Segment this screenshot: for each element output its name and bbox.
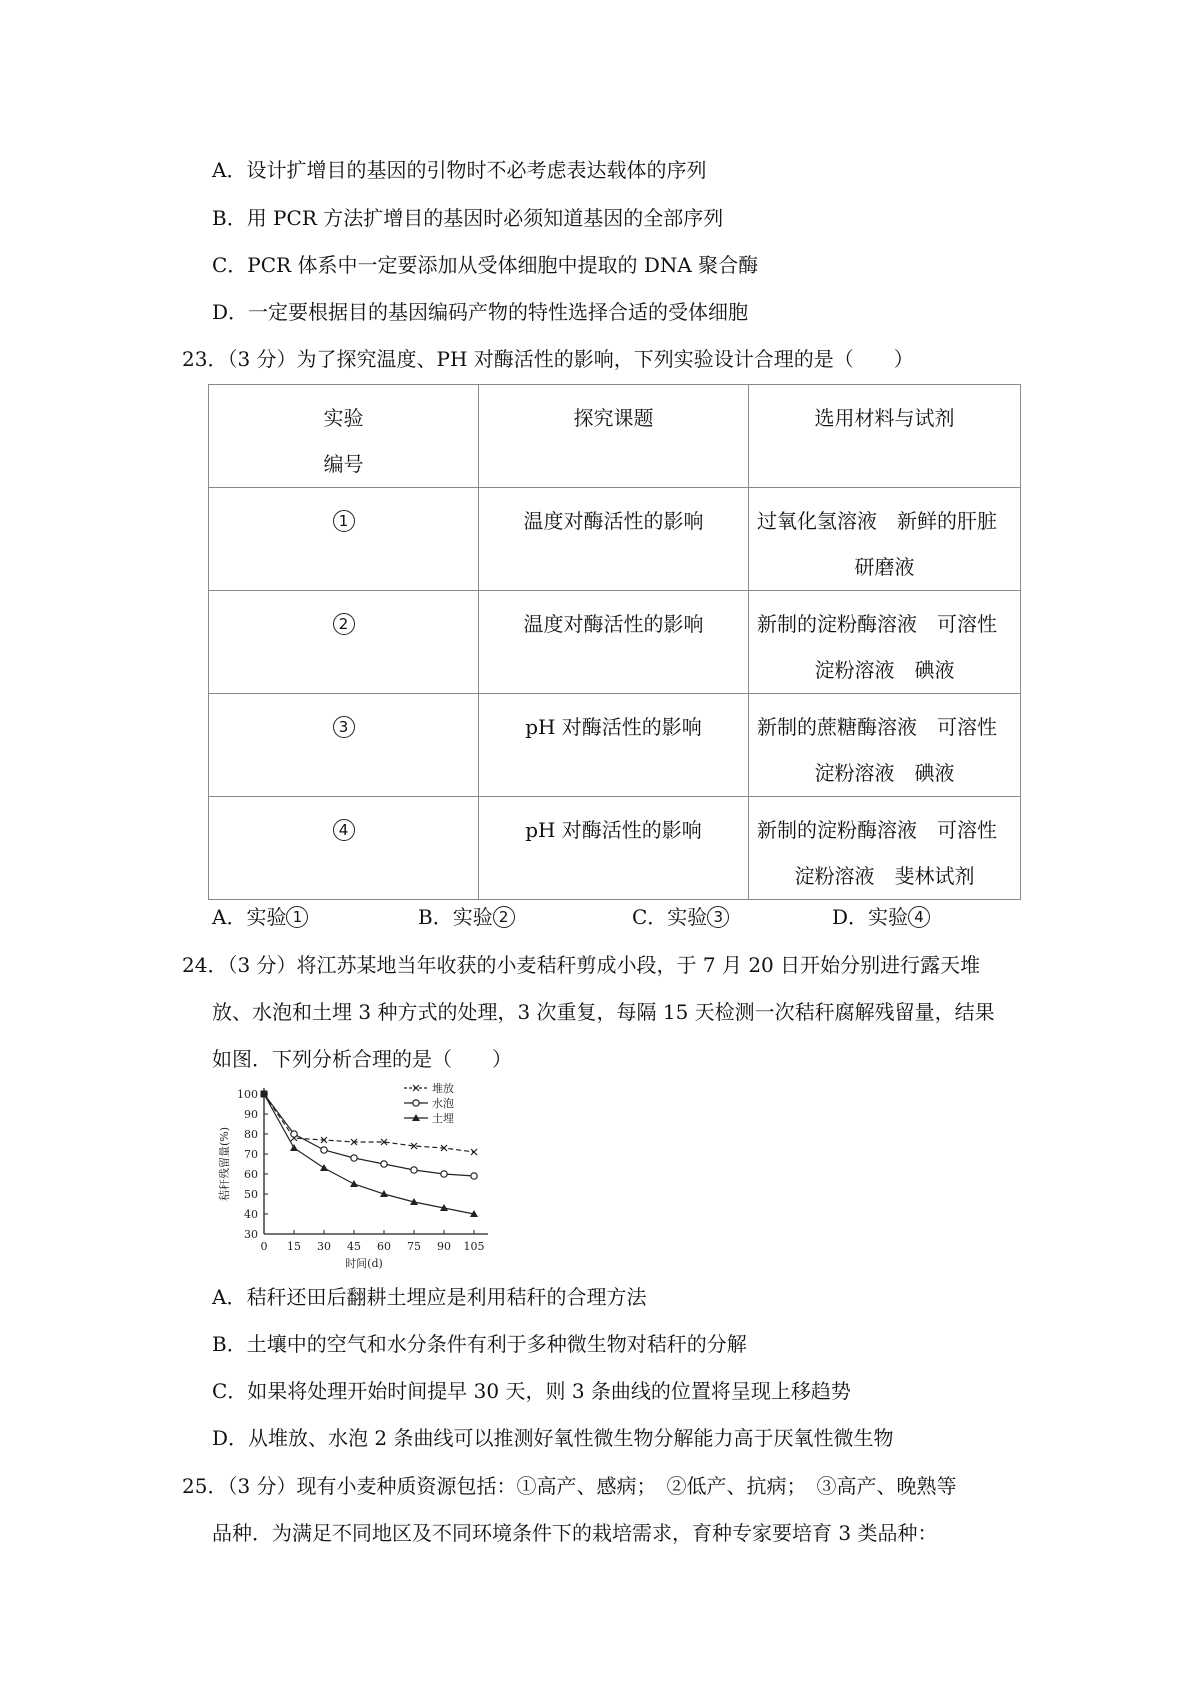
x-tick-label: 30 [317, 1240, 331, 1253]
x-tick-label: 15 [287, 1240, 301, 1253]
q24-option-d: D．从堆放、水泡 2 条曲线可以推测好氧性微生物分解能力高于厌氧性微生物 [212, 1426, 894, 1450]
q24-option-c: C．如果将处理开始时间提早 30 天，则 3 条曲线的位置将呈现上移趋势 [212, 1379, 851, 1403]
x-axis-label: 时间(d) [345, 1257, 383, 1270]
circled-number: 2 [333, 613, 355, 635]
answer-label: B．实验 [418, 905, 493, 929]
circled-number: 2 [493, 906, 515, 928]
marker-triangle [290, 1144, 298, 1151]
x-tick-label: 0 [260, 1240, 268, 1253]
q24-stem-line-3: 如图．下列分析合理的是（ ） [212, 1047, 512, 1071]
materials-line-1: 新制的蔗糖酶溶液 可溶性 [757, 715, 997, 739]
q23-answer-a [212, 903, 308, 931]
q24-option-a: A．秸秆还田后翻耕土埋应是利用秸秆的合理方法 [212, 1285, 647, 1309]
y-tick-label: 80 [244, 1128, 258, 1141]
legend-label: 土埋 [432, 1112, 454, 1125]
table-header-row [209, 385, 1021, 488]
table-row [209, 694, 1021, 797]
marker-x [471, 1149, 477, 1155]
q22-option-b: B．用 PCR 方法扩增目的基因时必须知道基因的全部序列 [212, 206, 724, 230]
header-materials: 选用材料与试剂 [749, 385, 1021, 488]
marker-circle [413, 1100, 419, 1106]
header-line-2: 编号 [323, 452, 364, 476]
table-row [209, 591, 1021, 694]
table-row [209, 797, 1021, 900]
row-materials [749, 488, 1021, 591]
x-tick-label: 105 [463, 1240, 485, 1253]
q24-stem-line-2: 放、水泡和土埋 3 种方式的处理，3 次重复，每隔 15 天检测一次秸秆腐解残留量，结果 [212, 1000, 995, 1024]
materials-line-2: 淀粉溶液 碘液 [814, 658, 955, 682]
row-number [209, 591, 479, 694]
row-number [209, 694, 479, 797]
answer-label: D．实验 [832, 905, 909, 929]
row-topic: pH 对酶活性的影响 [479, 694, 749, 797]
marker-x [413, 1085, 419, 1091]
y-tick-label: 100 [237, 1088, 258, 1101]
materials-line-1: 过氧化氢溶液 新鲜的肝脏 [757, 509, 997, 533]
circled-number: 1 [286, 906, 308, 928]
row-materials [749, 694, 1021, 797]
marker-circle [411, 1167, 417, 1173]
circled-number: 4 [908, 906, 930, 928]
y-tick-label: 70 [244, 1148, 258, 1161]
materials-line-2: 淀粉溶液 碘液 [814, 761, 955, 785]
circled-number: 3 [707, 906, 729, 928]
y-axis-label: 秸秆残留量(%) [218, 1126, 231, 1202]
q24-stem-line-1: 24．（3 分）将江苏某地当年收获的小麦秸秆剪成小段，于 7 月 20 日开始分别进行露天堆 [182, 953, 981, 977]
start-point [261, 1091, 268, 1098]
y-tick-label: 60 [244, 1168, 258, 1181]
circled-number: 3 [333, 716, 355, 738]
q25-stem-line-1: 25．（3 分）现有小麦种质资源包括：①高产、感病； ②低产、抗病； ③高产、晚熟等 [182, 1474, 957, 1498]
legend-label: 水泡 [432, 1097, 454, 1110]
marker-circle [291, 1131, 297, 1137]
q23-experiment-table [208, 384, 1021, 900]
y-tick-label: 40 [244, 1208, 258, 1221]
x-tick-label: 90 [437, 1240, 451, 1253]
row-topic: 温度对酶活性的影响 [479, 591, 749, 694]
y-tick-label: 50 [244, 1188, 258, 1201]
q22-option-a: A．设计扩增目的基因的引物时不必考虑表达载体的序列 [212, 158, 707, 182]
x-tick-label: 75 [407, 1240, 421, 1253]
materials-line-2: 淀粉溶液 斐林试剂 [794, 864, 975, 888]
row-number [209, 797, 479, 900]
x-tick-label: 45 [347, 1240, 361, 1253]
q23-answer-b [418, 903, 515, 931]
q23-answer-d [832, 903, 930, 931]
answer-label: C．实验 [632, 905, 708, 929]
marker-circle [441, 1171, 447, 1177]
materials-line-2: 研磨液 [854, 555, 915, 579]
answer-label: A．实验 [212, 905, 287, 929]
q24-option-b: B．土壤中的空气和水分条件有利于多种微生物对秸秆的分解 [212, 1332, 747, 1356]
marker-triangle [350, 1180, 358, 1187]
q22-option-d: D．一定要根据目的基因编码产物的特性选择合适的受体细胞 [212, 300, 749, 324]
row-number [209, 488, 479, 591]
y-tick-label: 90 [244, 1108, 258, 1121]
materials-line-1: 新制的淀粉酶溶液 可溶性 [757, 818, 997, 842]
header-topic: 探究课题 [479, 385, 749, 488]
circled-number: 1 [333, 510, 355, 532]
q23-answer-c [632, 903, 729, 931]
straw-residue-chart [208, 1080, 508, 1270]
circled-number: 4 [333, 819, 355, 841]
row-materials [749, 591, 1021, 694]
materials-line-1: 新制的淀粉酶溶液 可溶性 [757, 612, 997, 636]
marker-circle [351, 1155, 357, 1161]
marker-circle [321, 1147, 327, 1153]
marker-circle [381, 1161, 387, 1167]
q23-stem: 23．（3 分）为了探究温度、PH 对酶活性的影响，下列实验设计合理的是（ ） [182, 347, 914, 371]
marker-triangle [320, 1164, 328, 1171]
x-tick-label: 60 [377, 1240, 391, 1253]
y-tick-label: 30 [244, 1228, 258, 1241]
row-materials [749, 797, 1021, 900]
marker-circle [471, 1173, 477, 1179]
legend-label: 堆放 [432, 1082, 454, 1095]
header-line-1: 实验 [323, 406, 364, 430]
q25-stem-line-2: 品种．为满足不同地区及不同环境条件下的栽培需求，育种专家要培育 3 类品种： [212, 1521, 938, 1545]
row-topic: pH 对酶活性的影响 [479, 797, 749, 900]
q22-option-c: C．PCR 体系中一定要添加从受体细胞中提取的 DNA 聚合酶 [212, 253, 759, 277]
header-experiment-number [209, 385, 479, 488]
row-topic: 温度对酶活性的影响 [479, 488, 749, 591]
table-row [209, 488, 1021, 591]
